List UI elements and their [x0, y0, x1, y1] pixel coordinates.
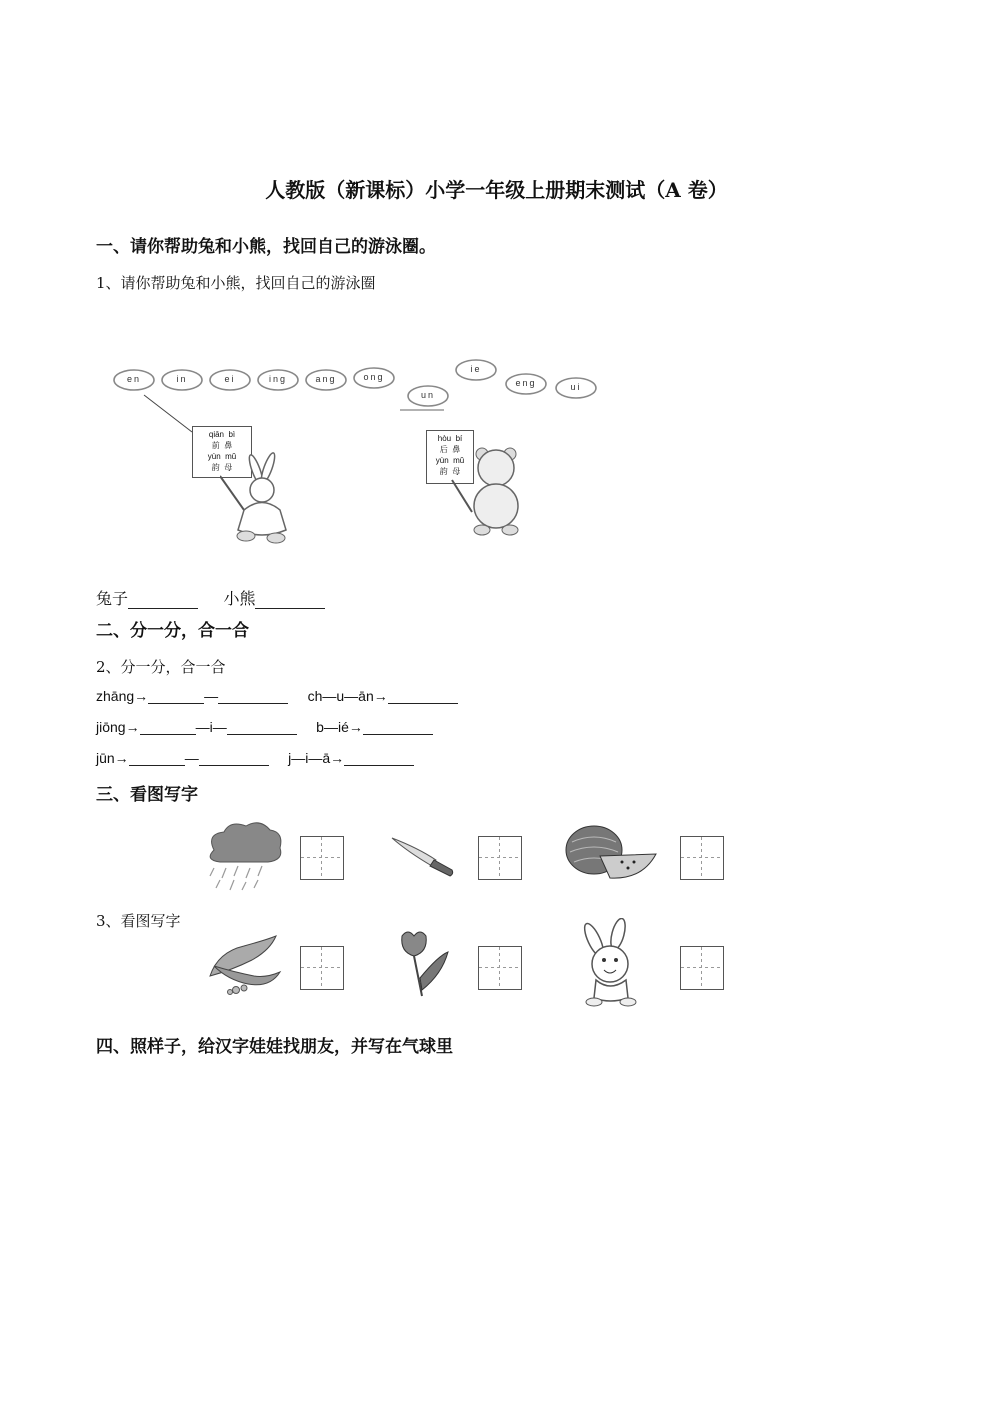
swim-ring: eng	[504, 372, 548, 396]
section2-heading: 二、分一分，合一合	[96, 621, 249, 641]
answer-blank[interactable]	[140, 720, 196, 735]
pinyin-row: jiōng→ —i— b—ié→	[96, 719, 433, 735]
swim-ring: ei	[208, 368, 252, 392]
section4-heading: 四、照样子，给汉字娃娃找朋友，并写在气球里	[96, 1037, 453, 1057]
writing-box[interactable]	[300, 946, 344, 990]
section1-heading: 一、请你帮助兔和小熊，找回自己的游泳圈。	[96, 237, 436, 257]
section3-heading: 三、看图写字	[96, 785, 198, 805]
answer-blank[interactable]	[344, 751, 414, 766]
pinyin-row: zhāng→ — ch—u—ān→	[96, 688, 458, 704]
bean-pod-icon	[204, 932, 284, 998]
answer-blank[interactable]	[199, 751, 269, 766]
bear-sign: hòu bí 后 鼻 yùn mǔ 韵 母	[426, 430, 474, 484]
rabbit-icon	[574, 918, 654, 1008]
rain-cloud-icon	[200, 818, 286, 894]
swim-ring-illustration	[100, 350, 620, 550]
answer-blank[interactable]	[388, 689, 458, 704]
rabbit-icon	[220, 440, 320, 550]
answer-blank[interactable]	[218, 689, 288, 704]
watermelon-icon	[562, 822, 662, 882]
writing-box[interactable]	[680, 836, 724, 880]
answer-bear-blank[interactable]	[255, 594, 325, 609]
writing-box[interactable]	[680, 946, 724, 990]
section1-answers	[96, 586, 325, 609]
rabbit-sign: qiān bì 前 鼻 yùn mǔ 韵 母	[192, 426, 252, 478]
pinyin-row: jūn→ — j—i—ā→	[96, 750, 414, 766]
swim-ring: ong	[352, 366, 396, 390]
swim-ring: ang	[304, 368, 348, 392]
answer-blank[interactable]	[148, 689, 204, 704]
flower-icon	[394, 926, 454, 1000]
question-2: 2、分一分，合一合	[96, 658, 226, 676]
writing-box[interactable]	[300, 836, 344, 880]
answer-rabbit-label: 兔子	[96, 589, 129, 608]
bear-icon	[450, 440, 530, 540]
connector-line	[100, 350, 620, 550]
swim-ring: un	[406, 384, 450, 408]
answer-bear-label: 小熊	[223, 589, 256, 608]
answer-blank[interactable]	[363, 720, 433, 735]
swim-ring: ing	[256, 368, 300, 392]
answer-blank[interactable]	[129, 751, 185, 766]
question-1: 1、请你帮助兔和小熊，找回自己的游泳圈	[96, 274, 376, 292]
answer-blank[interactable]	[227, 720, 297, 735]
writing-box[interactable]	[478, 836, 522, 880]
answer-rabbit-blank[interactable]	[128, 594, 198, 609]
question-3: 3、看图写字	[96, 912, 181, 930]
swim-ring: ui	[554, 376, 598, 400]
swim-ring: ie	[454, 358, 498, 382]
knife-icon	[388, 834, 458, 878]
swim-ring: in	[160, 368, 204, 392]
writing-box[interactable]	[478, 946, 522, 990]
page-title: 人教版（新课标）小学一年级上册期末测试（A 卷）	[265, 178, 728, 202]
swim-ring: en	[112, 368, 156, 392]
